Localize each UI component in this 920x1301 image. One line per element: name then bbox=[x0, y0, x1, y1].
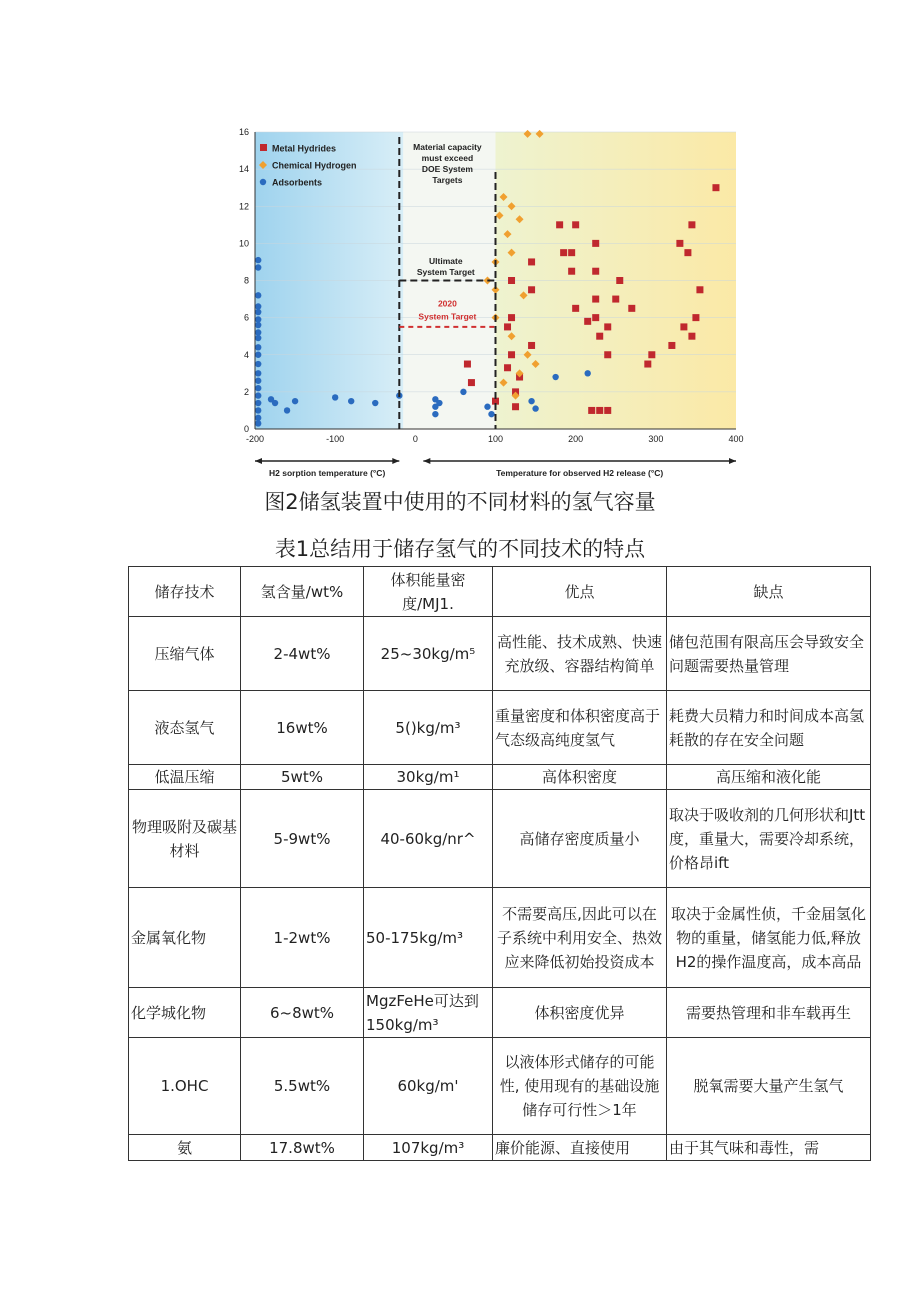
table-cell: 1-2wt% bbox=[241, 888, 364, 988]
arrow-head bbox=[423, 458, 430, 464]
metal-hydride-point bbox=[572, 221, 579, 228]
hydrogen-capacity-chart bbox=[228, 122, 748, 487]
metal-hydride-point bbox=[508, 351, 515, 358]
figure-caption: 图2储氢装置中使用的不同材料的氢气容量 bbox=[264, 490, 656, 514]
adsorbent-point bbox=[255, 316, 261, 322]
metal-hydride-point bbox=[468, 379, 475, 386]
table-cell: 5wt% bbox=[241, 765, 364, 790]
adsorbent-point bbox=[255, 303, 261, 309]
table-cell: 取决于金属性侦，千金届氢化物的重量，储氢能力低,释放H2的操作温度高，成本高品 bbox=[667, 888, 871, 988]
x-tick-label: 0 bbox=[412, 434, 418, 444]
adsorbent-point bbox=[255, 385, 261, 391]
legend-label: Chemical Hydrogen bbox=[272, 160, 357, 171]
adsorbent-point bbox=[255, 335, 261, 341]
ultimate-label: Ultimate bbox=[429, 255, 463, 266]
table-cell: 化学城化物 bbox=[129, 988, 241, 1038]
table-cell: 高压缩和液化能 bbox=[667, 765, 871, 790]
adsorbent-point bbox=[255, 264, 261, 270]
adsorbent-point bbox=[255, 292, 261, 298]
x-tick-label: 100 bbox=[487, 434, 504, 444]
table-cell: 由于其气味和毒性，需 bbox=[667, 1135, 871, 1161]
adsorbent-point bbox=[255, 370, 261, 376]
table-row bbox=[129, 765, 871, 790]
table-cell: 以液体形式储存的可能性, 使用现有的基础设施储存可行性＞1年 bbox=[493, 1038, 667, 1135]
ultimate-label: System Target bbox=[416, 266, 475, 277]
legend-label: Adsorbents bbox=[272, 177, 323, 188]
metal-hydride-point bbox=[588, 407, 595, 414]
table-cell: 液态氢气 bbox=[129, 691, 241, 765]
adsorbent-point bbox=[584, 370, 590, 376]
metal-hydride-point bbox=[464, 361, 471, 368]
metal-hydride-point bbox=[676, 240, 683, 247]
table-cell: 6~8wt% bbox=[241, 988, 364, 1038]
adsorbent-point bbox=[488, 411, 494, 417]
target-2020-label: 2020 bbox=[437, 298, 457, 309]
metal-hydride-point bbox=[604, 407, 611, 414]
table-row bbox=[129, 1135, 871, 1161]
y-tick-label: 12 bbox=[238, 201, 249, 212]
y-tick-label: 16 bbox=[238, 127, 249, 137]
arrow-head bbox=[729, 458, 736, 464]
metal-hydride-point bbox=[628, 305, 635, 312]
table-row bbox=[129, 617, 871, 691]
adsorbent-point bbox=[332, 394, 338, 400]
metal-hydride-point bbox=[528, 342, 535, 349]
metal-hydride-point bbox=[644, 361, 651, 368]
metal-hydride-point bbox=[648, 351, 655, 358]
metal-hydride-point bbox=[692, 314, 699, 321]
table-cell: 不需要高压,因此可以在子系统中利用安全、热效应来降低初始投资成本 bbox=[493, 888, 667, 988]
table-cell: 高性能、技术成熟、快速充放级、容器结构简单 bbox=[493, 617, 667, 691]
chart-svg bbox=[228, 122, 748, 487]
metal-hydride-point bbox=[592, 314, 599, 321]
table-cell: 压缩气体 bbox=[129, 617, 241, 691]
metal-hydride-point bbox=[604, 323, 611, 330]
target-text: DOE System bbox=[421, 164, 473, 174]
table-cell: 17.8wt% bbox=[241, 1135, 364, 1161]
target-text: Targets bbox=[432, 175, 463, 185]
table-cell: 储包范围有限高压会导致安全问题需要热量管理 bbox=[667, 617, 871, 691]
table-cell: 25~30kg∕m⁵ bbox=[364, 617, 493, 691]
sorption-axis-label: H2 sorption temperature (°C) bbox=[269, 468, 386, 478]
metal-hydride-point bbox=[696, 286, 703, 293]
table-cell: 重量密度和体积密度高于气态级高纯度氢气 bbox=[493, 691, 667, 765]
header-cell: 储存技术 bbox=[129, 567, 241, 617]
adsorbent-point bbox=[255, 400, 261, 406]
legend-marker-adsorbent bbox=[260, 179, 266, 185]
table-cell: 氨 bbox=[129, 1135, 241, 1161]
storage-tech-table bbox=[128, 566, 871, 1161]
table-row bbox=[129, 888, 871, 988]
adsorbent-point bbox=[255, 322, 261, 328]
x-tick-label: -100 bbox=[326, 434, 345, 444]
adsorbent-point bbox=[255, 392, 261, 398]
table-row bbox=[129, 988, 871, 1038]
adsorbent-point bbox=[255, 329, 261, 335]
y-tick-label: 2 bbox=[243, 386, 249, 397]
table-cell: 取决于吸收剂的几何形状和Jtt度，重量大，需要冷却系统，价格昂ift bbox=[667, 790, 871, 888]
table-cell: 物理吸附及碳基材料 bbox=[129, 790, 241, 888]
metal-hydride-point bbox=[680, 323, 687, 330]
metal-hydride-point bbox=[592, 296, 599, 303]
metal-hydride-point bbox=[596, 333, 603, 340]
metal-hydride-point bbox=[688, 221, 695, 228]
adsorbent-point bbox=[460, 389, 466, 395]
table-caption: 表1总结用于储存氢气的不同技术的特点 bbox=[274, 537, 646, 561]
arrow-head bbox=[255, 458, 262, 464]
table-cell: 5.5wt% bbox=[241, 1038, 364, 1135]
metal-hydride-point bbox=[688, 333, 695, 340]
adsorbent-point bbox=[255, 378, 261, 384]
table-row bbox=[129, 790, 871, 888]
header-cell: 优点 bbox=[493, 567, 667, 617]
y-tick-label: 0 bbox=[243, 424, 249, 434]
adsorbent-point bbox=[255, 344, 261, 350]
metal-hydride-point bbox=[512, 403, 519, 410]
legend-marker-metal bbox=[260, 144, 267, 151]
table-cell: 30kg∕m¹ bbox=[364, 765, 493, 790]
metal-hydride-point bbox=[584, 318, 591, 325]
metal-hydride-point bbox=[528, 258, 535, 265]
metal-hydride-point bbox=[604, 351, 611, 358]
adsorbent-point bbox=[255, 361, 261, 367]
legend-label: Metal Hydrides bbox=[272, 143, 337, 154]
metal-hydride-point bbox=[568, 249, 575, 256]
metal-hydride-point bbox=[528, 286, 535, 293]
table-row bbox=[129, 1038, 871, 1135]
release-axis-label: Temperature for observed H2 release (°C) bbox=[496, 468, 664, 478]
table-header-row bbox=[129, 567, 871, 617]
metal-hydride-point bbox=[616, 277, 623, 284]
x-tick-label: 200 bbox=[568, 434, 584, 444]
table-cell: 脱氧需要大量产生氢气 bbox=[667, 1038, 871, 1135]
metal-hydride-point bbox=[596, 407, 603, 414]
table-cell: 16wt% bbox=[241, 691, 364, 765]
table-cell: 2-4wt% bbox=[241, 617, 364, 691]
adsorbent-point bbox=[284, 407, 290, 413]
metal-hydride-point bbox=[508, 314, 515, 321]
table-cell: 高储存密度质量小 bbox=[493, 790, 667, 888]
adsorbent-point bbox=[532, 405, 538, 411]
metal-hydride-point bbox=[592, 268, 599, 275]
adsorbent-point bbox=[255, 415, 261, 421]
table-cell: 低温压缩 bbox=[129, 765, 241, 790]
header-cell: 氢含量/wt% bbox=[241, 567, 364, 617]
adsorbent-point bbox=[436, 400, 442, 406]
table-cell: 50-175kg∕m³ bbox=[364, 888, 493, 988]
table-cell: 107kg∕m³ bbox=[364, 1135, 493, 1161]
header-cell: 体积能量密度/MJ1. bbox=[364, 567, 493, 617]
metal-hydride-point bbox=[568, 268, 575, 275]
y-tick-label: 10 bbox=[238, 238, 249, 249]
table-cell: MgzFeHe可达到150kg∕m³ bbox=[364, 988, 493, 1038]
adsorbent-point bbox=[292, 398, 298, 404]
table-cell: 1.OHC bbox=[129, 1038, 241, 1135]
adsorbent-point bbox=[552, 374, 558, 380]
metal-hydride-point bbox=[504, 364, 511, 371]
table-cell: 40-60kg∕nr^ bbox=[364, 790, 493, 888]
table-cell: 耗费大员精力和时间成本高氢耗散的存在安全问题 bbox=[667, 691, 871, 765]
adsorbent-point bbox=[348, 398, 354, 404]
metal-hydride-point bbox=[504, 323, 511, 330]
y-tick-label: 6 bbox=[243, 312, 249, 323]
table-cell: 体积密度优异 bbox=[493, 988, 667, 1038]
table-cell: 5()kg∕m³ bbox=[364, 691, 493, 765]
adsorbent-point bbox=[372, 400, 378, 406]
table-cell: 5-9wt% bbox=[241, 790, 364, 888]
metal-hydride-point bbox=[572, 305, 579, 312]
table-cell: 金属氧化物 bbox=[129, 888, 241, 988]
adsorbent-point bbox=[255, 257, 261, 263]
y-tick-label: 4 bbox=[243, 349, 249, 360]
target-2020-label: System Target bbox=[418, 311, 477, 322]
adsorbent-point bbox=[255, 309, 261, 315]
y-tick-label: 8 bbox=[243, 275, 249, 286]
metal-hydride-point bbox=[556, 221, 563, 228]
y-tick-label: 14 bbox=[238, 164, 249, 175]
table-cell: 高体积密度 bbox=[493, 765, 667, 790]
table-cell: 廉价能源、直接使用 bbox=[493, 1135, 667, 1161]
metal-hydride-point bbox=[508, 277, 515, 284]
target-text: Material capacity bbox=[413, 142, 482, 152]
metal-hydride-point bbox=[712, 184, 719, 191]
metal-hydride-point bbox=[560, 249, 567, 256]
adsorbent-point bbox=[255, 420, 261, 426]
metal-hydride-point bbox=[668, 342, 675, 349]
adsorbent-point bbox=[272, 400, 278, 406]
adsorbent-point bbox=[255, 352, 261, 358]
table-row bbox=[129, 691, 871, 765]
metal-hydride-point bbox=[592, 240, 599, 247]
adsorbent-point bbox=[484, 404, 490, 410]
table-cell: 需要热管理和非车载再生 bbox=[667, 988, 871, 1038]
table-cell: 60kg∕m' bbox=[364, 1038, 493, 1135]
metal-hydride-point bbox=[684, 249, 691, 256]
x-tick-label: 300 bbox=[648, 434, 664, 444]
x-tick-label: -200 bbox=[245, 434, 265, 444]
adsorbent-point bbox=[255, 407, 261, 413]
header-cell: 缺点 bbox=[667, 567, 871, 617]
x-tick-label: 400 bbox=[728, 434, 744, 444]
adsorbent-point bbox=[432, 411, 438, 417]
target-text: must exceed bbox=[421, 153, 474, 163]
arrow-head bbox=[392, 458, 399, 464]
metal-hydride-point bbox=[612, 296, 619, 303]
adsorbent-point bbox=[528, 398, 534, 404]
